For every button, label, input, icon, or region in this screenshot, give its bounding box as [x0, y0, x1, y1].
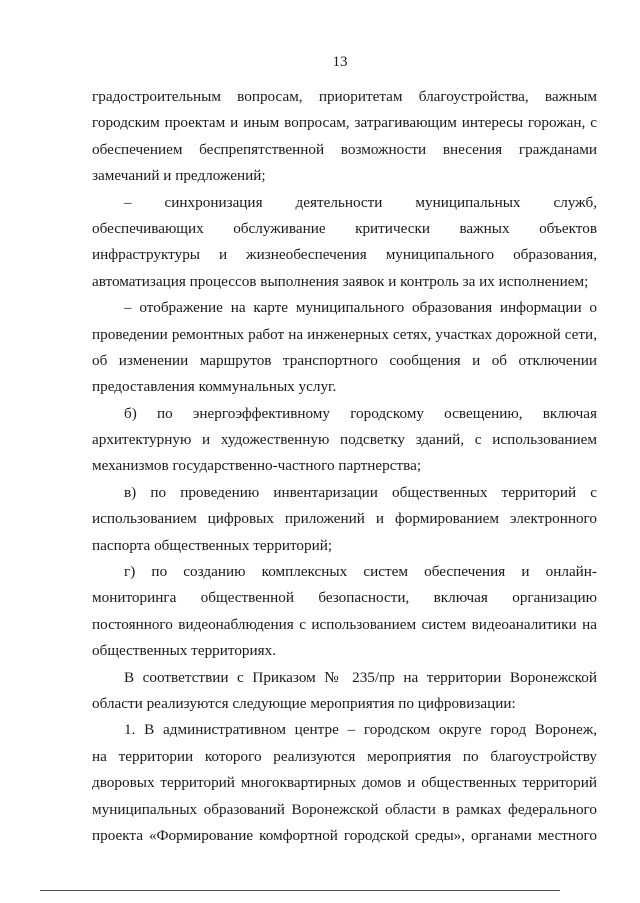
text-line: обеспечивающих обслуживание критически важных объектов — [92, 219, 597, 237]
text-line: в) по проведению инвентаризации общественных территорий с — [124, 483, 597, 501]
footer-rule — [40, 890, 560, 891]
text-line: проведении ремонтных работ на инженерных сетях, участках дорожной сети, — [92, 325, 597, 343]
text-line: проекта «Формирование комфортной городской среды», органами местного — [92, 826, 597, 844]
text-line: автоматизация процессов выполнения заявок и контроль за их исполнением; — [92, 272, 589, 290]
text-line: – синхронизация деятельности муниципальных служб, — [124, 193, 597, 211]
page-number: 13 — [332, 54, 348, 70]
text-line: дворовых территорий многоквартирных домов и общественных территорий — [92, 774, 597, 792]
text-line: муниципальных образований Воронежской области в рамках федерального — [92, 800, 597, 818]
text-line: архитектурную и художественную подсветку зданий, с использованием — [92, 431, 597, 449]
text-line: на территории которого реализуются мероприятия по благоустройству — [92, 747, 597, 765]
text-line: области реализуются следующие мероприятия по цифровизации: — [92, 694, 516, 712]
text-line: постоянного видеонаблюдения с использованием систем видеоаналитики на — [92, 615, 597, 633]
text-line: – отображение на карте муниципального образования информации о — [124, 299, 597, 317]
text-line: городским проектам и иным вопросам, затрагивающим интересы горожан, с — [92, 114, 597, 132]
text-line: замечаний и предложений; — [92, 167, 266, 185]
text-line: 1. В административном центре – городском округе город Воронеж, — [124, 721, 597, 739]
text-line: В соответствии с Приказом № 235/пр на территории Воронежской — [124, 668, 597, 686]
text-line: предоставления коммунальных услуг. — [92, 378, 337, 396]
text-line: паспорта общественных территорий; — [92, 536, 333, 554]
text-line: использованием цифровых приложений и формированием электронного — [92, 510, 597, 528]
text-line: об изменении маршрутов транспортного сообщения и об отключении — [92, 351, 597, 369]
text-line: г) по созданию комплексных систем обеспечения и онлайн- — [124, 563, 597, 581]
text-line: инфраструктуры и жизнеобеспечения муниципального образования, — [92, 246, 597, 264]
text-line: градостроительным вопросам, приоритетам благоустройства, важным — [92, 88, 597, 105]
text-line: механизмов государственно-частного партнерства; — [92, 457, 422, 475]
text-line: общественных территориях. — [92, 642, 277, 660]
text-line: мониторинга общественной безопасности, включая организацию — [92, 589, 597, 607]
text-line: обеспечением беспрепятственной возможности внесения гражданами — [92, 140, 597, 158]
text-line: б) по энергоэффективному городскому освещению, включая — [124, 404, 597, 422]
document-body — [92, 84, 597, 849]
